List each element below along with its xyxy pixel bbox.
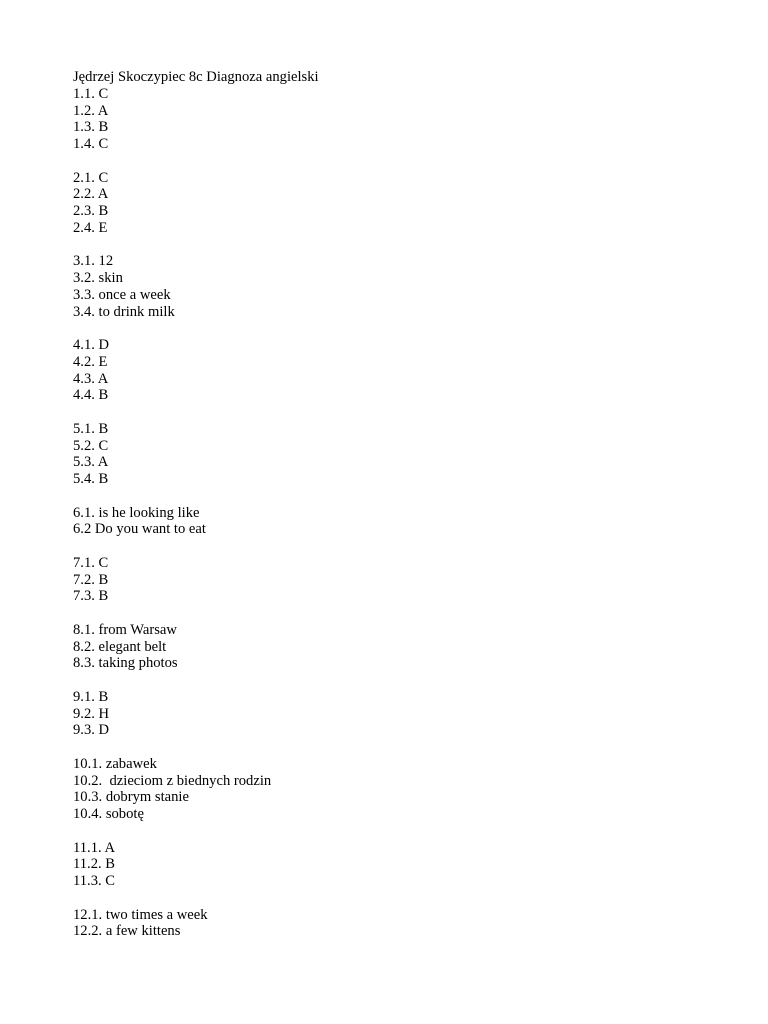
answer-section-7: [73, 555, 713, 605]
answer-section-10: [73, 756, 713, 823]
answer-line: 5.4. B: [73, 471, 109, 487]
answer-line: 5.2. C: [73, 437, 109, 454]
section-spacer: [73, 739, 713, 756]
answer-line: 10.1. zabawek: [73, 755, 157, 772]
answer-section-8: [73, 622, 713, 672]
answer-line: 9.3. D: [73, 722, 110, 739]
answer-section-12: [73, 907, 713, 941]
answer-section-3: [73, 253, 713, 320]
answer-section-4: [73, 337, 713, 404]
answer-line: 3.3. once a week: [73, 286, 171, 303]
section-spacer: [73, 237, 713, 254]
answer-line: 1.2. A: [73, 102, 109, 119]
section-spacer: [73, 538, 713, 555]
answer-line: 4.2. E: [73, 353, 108, 370]
section-spacer: [73, 153, 713, 170]
section-spacer: [73, 605, 713, 622]
answer-section-1: [73, 86, 713, 153]
answer-section-9: [73, 689, 713, 739]
answer-line: 10.2. dzieciom z biednych rodzin: [73, 772, 272, 789]
section-spacer: [73, 823, 713, 840]
answer-line: 3.2. skin: [73, 270, 123, 286]
answer-section-6: [73, 505, 713, 539]
answer-line: 2.1. C: [73, 169, 109, 186]
answer-section-5: [73, 421, 713, 488]
section-spacer: [73, 320, 713, 337]
answer-line: 8.2. elegant belt: [73, 638, 167, 655]
section-spacer: [73, 890, 713, 907]
answer-line: 8.1. from Warsaw: [73, 621, 177, 638]
answer-line: 11.3. C: [73, 873, 116, 889]
answer-line: 5.3. A: [73, 454, 109, 471]
section-spacer: [73, 488, 713, 505]
answer-line: 6.1. is he looking like: [73, 504, 200, 521]
answer-line: 7.2. B: [73, 571, 109, 588]
answer-section-11: [73, 840, 713, 890]
answer-section-2: [73, 170, 713, 237]
answer-line: 12.2. a few kittens: [73, 923, 181, 940]
answer-line: 4.4. B: [73, 387, 109, 404]
answer-line: 9.2. H: [73, 705, 110, 722]
answer-line: 12.1. two times a week: [73, 906, 208, 923]
answer-line: 7.3. B: [73, 588, 109, 605]
section-spacer: [73, 404, 713, 421]
answer-line: 4.1. D: [73, 337, 110, 353]
answer-line: 6.2 Do you want to eat: [73, 521, 206, 538]
answer-line: 8.3. taking photos: [73, 655, 178, 672]
answer-line: 1.1. C: [73, 85, 109, 102]
answer-line: 2.3. B: [73, 203, 109, 219]
answer-line: 10.4. sobotę: [73, 806, 144, 822]
answer-line: 10.3. dobrym stanie: [73, 789, 189, 806]
answer-line: 7.1. C: [73, 554, 109, 571]
answer-line: 2.2. A: [73, 186, 109, 203]
answer-line: 9.1. B: [73, 688, 109, 705]
answer-line: 11.2. B: [73, 856, 116, 873]
answer-line: 5.1. B: [73, 420, 109, 437]
answer-line: 1.4. C: [73, 136, 109, 152]
section-spacer: [73, 672, 713, 689]
document-header: Jędrzej Skoczypiec 8c Diagnoza angielski: [73, 69, 319, 85]
document-page: [73, 69, 713, 940]
answer-line: 1.3. B: [73, 119, 109, 136]
answer-line: 3.4. to drink milk: [73, 303, 175, 320]
answer-line: 11.1. A: [73, 839, 116, 856]
answer-line: 4.3. A: [73, 370, 109, 387]
answer-line: 2.4. E: [73, 219, 108, 236]
answer-line: 3.1. 12: [73, 253, 114, 270]
